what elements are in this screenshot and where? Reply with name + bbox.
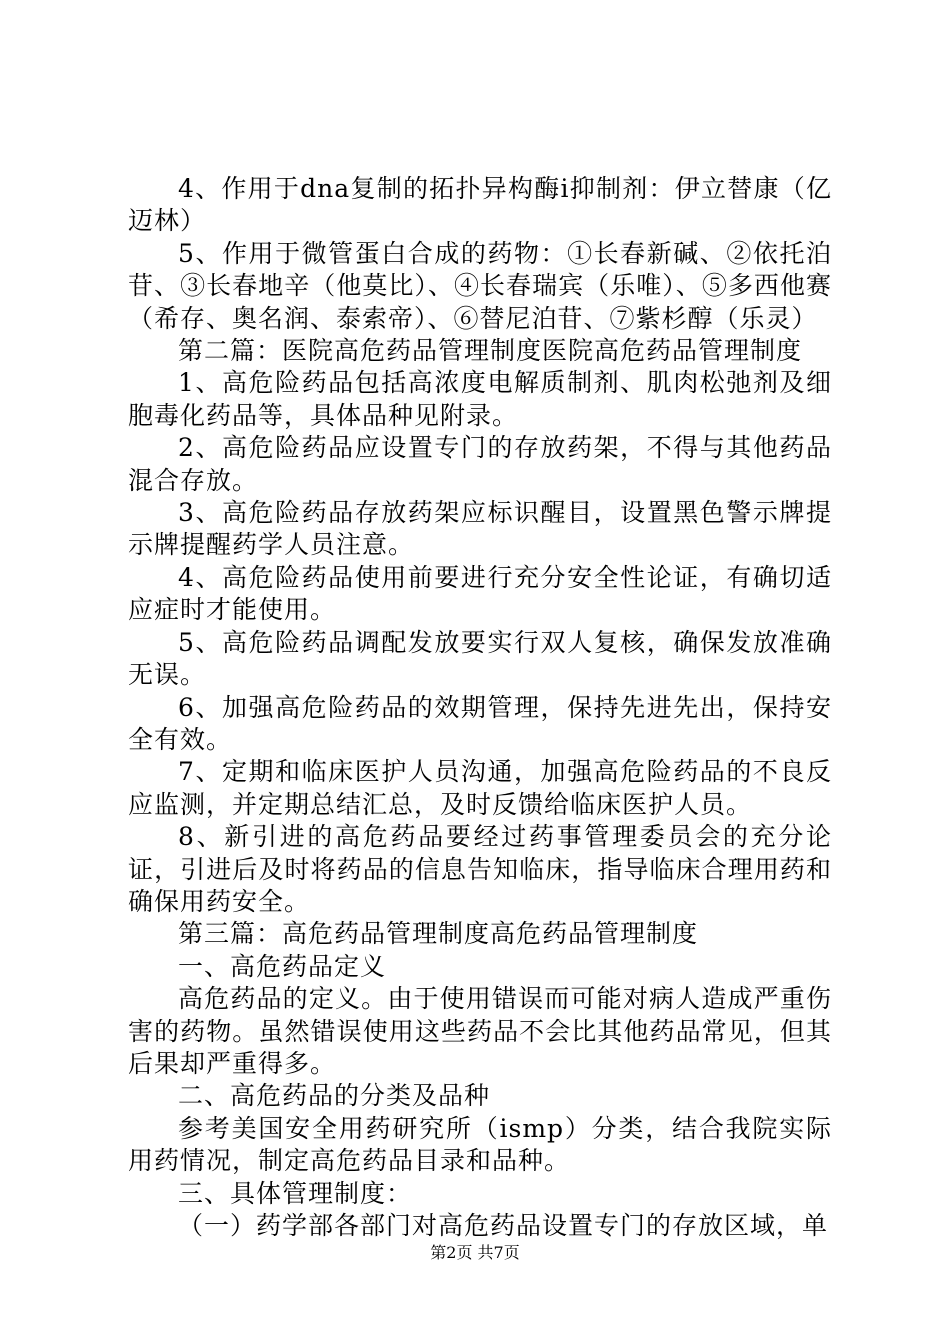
page-number-footer: 第2页 共7页 bbox=[430, 1243, 520, 1262]
paragraph-rule-6: 6、加强高危险药品的效期管理，保持先进先出，保持安全有效。 bbox=[128, 692, 832, 754]
paragraph-classification: 参考美国安全用药研究所（ismp）分类，结合我院实际用药情况，制定高危药品目录和品种。 bbox=[128, 1113, 832, 1176]
paragraph-item-5-microtubule: 5、作用于微管蛋白合成的药物：①长春新碱、②依托泊苷、③长春地辛（他莫比）、④长春瑞宾（乐唯）、⑤多西他赛（希存、奥名润、泰索帝）、⑥替尼泊苷、⑦紫杉醇（乐灵） bbox=[128, 238, 832, 333]
paragraph-rule-7: 7、定期和临床医护人员沟通，加强高危险药品的不良反应监测，并定期总结汇总，及时反馈给临床医护人员。 bbox=[128, 757, 832, 819]
paragraph-item-4-topoisomerase: 4、作用于dna复制的拓扑异构酶i抑制剂：伊立替康（亿迈林） bbox=[128, 174, 832, 236]
section-heading-part-two: 第二篇：医院高危药品管理制度医院高危药品管理制度 bbox=[178, 336, 803, 366]
paragraph-rule-8: 8、新引进的高危药品要经过药事管理委员会的充分论证，引进后及时将药品的信息告知临床，指导临床合理用药和确保用药安全。 bbox=[128, 822, 832, 916]
document-body bbox=[128, 173, 832, 1242]
subheading-management-rules: 三、具体管理制度： bbox=[178, 1178, 413, 1208]
paragraph-definition: 高危药品的定义。由于使用错误而可能对病人造成严重伤害的药物。虽然错误使用这些药品不会比其他药品常见，但其后果却严重得多。 bbox=[128, 984, 832, 1078]
section-heading-part-three: 第三篇：高危药品管理制度高危药品管理制度 bbox=[178, 919, 699, 949]
paragraph-rule-1: 1、高危险药品包括高浓度电解质制剂、肌肉松弛剂及细胞毒化药品等，具体品种见附录。 bbox=[128, 368, 832, 430]
paragraph-rule-5: 5、高危险药品调配发放要实行双人复核，确保发放准确无误。 bbox=[128, 627, 832, 690]
paragraph-rule-storage: （一）药学部各部门对高危药品设置专门的存放区域，单 bbox=[178, 1211, 829, 1240]
paragraph-rule-4: 4、高危险药品使用前要进行充分安全性论证，有确切适应症时才能使用。 bbox=[128, 562, 832, 625]
subheading-classification: 二、高危药品的分类及品种 bbox=[178, 1081, 491, 1111]
subheading-definition: 一、高危药品定义 bbox=[178, 951, 387, 981]
paragraph-rule-3: 3、高危险药品存放药架应标识醒目，设置黑色警示牌提示牌提醒药学人员注意。 bbox=[128, 498, 832, 560]
paragraph-rule-2: 2、高危险药品应设置专门的存放药架，不得与其他药品混合存放。 bbox=[128, 433, 832, 495]
